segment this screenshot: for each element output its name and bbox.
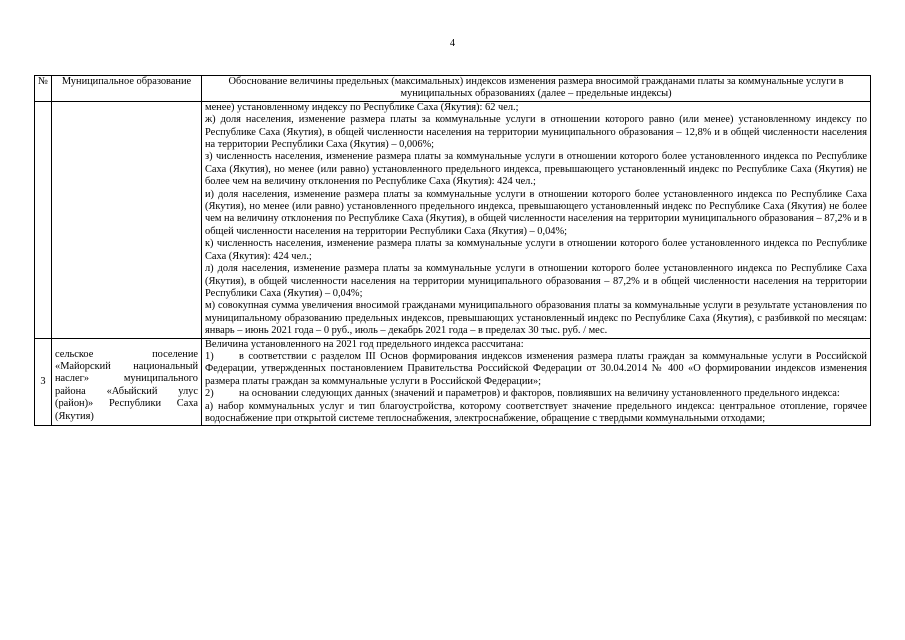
municipality-name: сельское поселение «Майорский национальный наслег» муниципального района «Абыйский улус (район)» Республики Саха (Якутия) (52, 338, 202, 426)
paragraph: м) совокупная сумма увеличения вносимой гражданами муниципального образования платы за коммунальные услуги в результате установления по муниципальному образованию предельных индексов, превышающих установленный индекс по Республике Саха (Якутия), с разбивкой по месяцам: январь – июнь 2021 года – 0 руб., июль – декабрь 2021 года – в пределах 30 тыс. руб. / мес. (205, 300, 867, 337)
intro-paragraph: Величина установленного на 2021 год предельного индекса рассчитана: (205, 338, 524, 350)
indices-table (34, 75, 871, 426)
numbered-paragraph (205, 351, 867, 388)
paragraph: менее) установленному индексу по Республике Саха (Якутия): 62 чел.; (205, 101, 519, 113)
item-number: 2) (205, 388, 214, 400)
paragraph: а) набор коммунальных услуг и тип благоустройства, которому соответствует значение предельного индекса: центральное отопление, горячее водоснабжение при открытой системе теплоснабжения, электроснабжение, обращение с твердыми коммунальными отходами; (205, 400, 867, 424)
header-municipality: Муниципальное образование (52, 76, 202, 102)
item-text: на основании следующих данных (значений и параметров) и факторов, повлиявших на величину установленного предельного индекса: (239, 388, 840, 400)
cell-justification-continued (202, 101, 871, 338)
page-number: 4 (449, 38, 456, 49)
cell-number-empty (35, 101, 52, 338)
paragraph: ж) доля населения, изменение размера платы за коммунальные услуги в отношении которого равно (или менее) установленному индексу по Республике Саха (Якутия), в общей численности населения на территории муниципального образования – 12,8% и в общей численности населения на территории Республики Саха (Якутия) – 0,006%; (205, 114, 867, 151)
header-number: № (35, 76, 52, 102)
paragraph: л) доля населения, изменение размера платы за коммунальные услуги в отношении которого более установленного индекса по Республике Саха (Якутия), в общей численности населения на территории муниципального образования – 87,2% и в общей численности населения на территории Республики Саха (Якутия) – 0,04%; (205, 263, 867, 299)
cell-justification (202, 338, 871, 426)
paragraph: к) численность населения, изменение размера платы за коммунальные услуги в отношении которого более установленного индекса по Республике Саха (Якутия): 424 чел.; (205, 238, 867, 262)
item-number: 1) (205, 350, 214, 362)
header-justification: Обоснование величины предельных (максимальных) индексов изменения размера вносимой гражданами платы за коммунальные услуги в муниципальных образованиях (далее – предельные индексы) (202, 76, 871, 102)
cell-municipality-empty (52, 101, 202, 338)
table-row (35, 338, 871, 426)
paragraph: з) численность населения, изменение размера платы за коммунальные услуги в отношении которого более установленного индекса по Республике Саха (Якутия), но менее (или равно) установленного предельного индекса, превышающего установленный индекс по Республике Саха (Якутия) не более чем на величину отклонения по Республике Саха (Якутия): 424 чел.; (205, 151, 867, 188)
numbered-paragraph (205, 388, 867, 400)
paragraph: и) доля населения, изменение размера платы за коммунальные услуги в отношении которого более установленного индекса по Республике Саха (Якутия), но менее (или равно) установленного предельного индекса, превышающего установленный индекс по Республике Саха (Якутия) не более чем на величину отклонения по Республике Саха (Якутия), в общей численности населения на территории муниципального образования – 87,2% и в общей численности населения на территории Республики Саха (Якутия) – 0,04%; (205, 188, 867, 237)
table-row (35, 101, 871, 338)
table-header-row (35, 76, 871, 102)
row-number: 3 (35, 338, 52, 426)
item-text: в соответствии с разделом III Основ формирования индексов изменения размера платы граждан за коммунальные услуги в Российской Федерации, утвержденных постановлением Правительства Российской Федерации от 30.04.2014 № 400 «О формировании индексов изменения размера платы граждан за коммунальные услуги в Российской Федерации»; (205, 350, 867, 387)
